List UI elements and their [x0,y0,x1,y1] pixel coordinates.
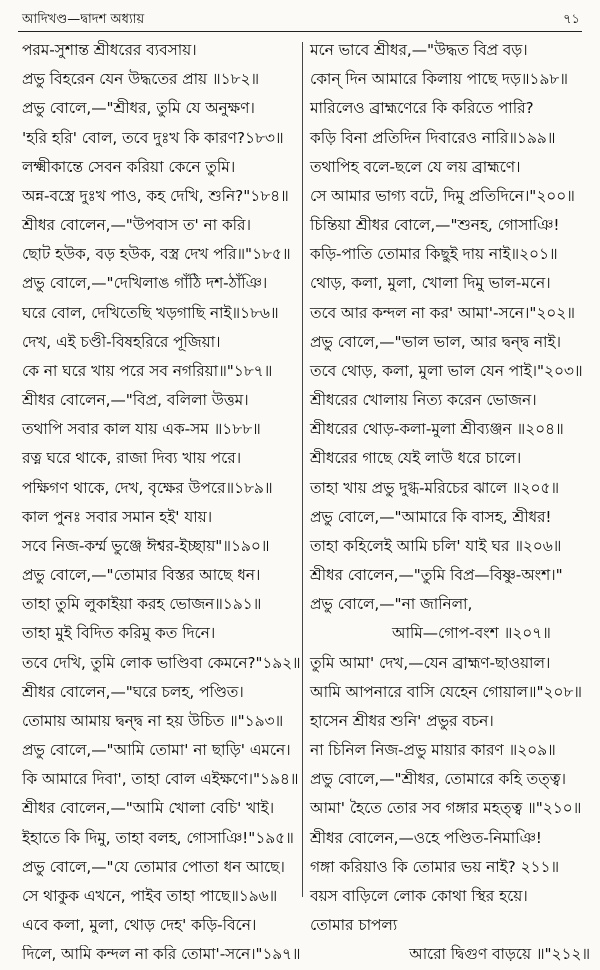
verse-line: তথাপি সবার কাল যায় এক-সম ॥১৮৮॥ [22,420,261,439]
verse-line: শ্রীধর বোলেন,—"তুমি বিপ্র—বিষ্ণু-অংশ।" [310,566,563,585]
verse-line: প্রভু বোলে,—"আমি তোমা' না ছাড়ি' এমনে। [22,741,291,760]
verse-line: শ্রীধর বোলেন,—ওহে পণ্ডিত-নিমাঞি! [310,828,542,847]
verse-line: সে আমার ভাগ্য বটে, দিমু প্রতিদিনে।"২০০॥ [310,186,575,205]
left-column [22,36,300,970]
verse-line: শ্রীধরের গাছে যেই লাউ ধরে চালে। [310,449,522,468]
verse-line: কে না ঘরে খায় পরে সব নগরিয়া॥"১৮৭॥ [22,361,273,380]
verse-line: শ্রীধরের খোলায় নিত্য করেন ভোজন। [310,391,537,410]
verse-line: প্রভু বোলে,—"দেখিলাঙ গাঁঠি দশ-ঠাঁঞি। [22,274,268,293]
verse-line: কড়ি বিনা প্রতিদিন দিবারেও নারি॥১৯৯॥ [310,128,556,147]
verse-line: তাহা খায় প্রভু দুগ্ধ-মরিচের ঝালে ॥২০৫॥ [310,478,559,497]
verse-line: মনে ভাবে শ্রীধর,—"উদ্ধত বিপ্র বড়। [310,41,528,59]
running-head: আদিখণ্ড—দ্বাদশ অধ্যায় [22,12,145,27]
verse-line: শ্রীধর বোলেন,—"উপবাস ত' না করি। [22,216,251,235]
verse-line: পরম-সুশান্ত শ্রীধরের ব্যবসায়। [22,41,197,59]
verse-line: পক্ষিগণ থাকে, দেখ, বৃক্ষের উপরে॥১৮৯॥ [22,478,273,497]
verse-line: শ্রীধর বোলেন,—"ঘরে চলহ, পণ্ডিত। [22,682,244,701]
verse-line: কড়ি-পাতি তোমার কিছুই দায় নাই॥২০১॥ [310,245,558,264]
verse-line: তবে আর কন্দল না কর' আমা'-সনে।"২০২॥ [310,303,575,322]
verse-line: আমা' হৈতে তোর সব গঙ্গার মহত্ত্ব ॥"২১০॥ [310,799,582,818]
verse-line: রত্ন ঘরে থাকে, রাজা দিব্য খায় পরে। [22,449,242,468]
verse-line: না চিনিল নিজ-প্রভু মায়ার কারণ ॥২০৯॥ [310,741,556,760]
verse-line: আমি আপনারে বাসি যেহেন গোয়াল॥"২০৮॥ [310,682,582,701]
verse-line: মারিলেও ব্রাহ্মণেরে কি করিতে পারি? [310,99,534,118]
verse-line: আমি—গোপ-বংশ ॥২০৭॥ [392,624,551,643]
verse-line: সবে নিজ-কর্ম্ম ভুঞ্জে ঈশ্বর-ইচ্ছায়"॥১৯০॥ [22,536,270,555]
verse-line: কাল পুনঃ সবার সমান হই' যায়। [22,507,213,526]
verse-line: শ্রীধরের থোড়-কলা-মুলা শ্রীব্যঞ্জন ॥২০৪॥ [310,420,564,439]
verse-line: তবে থোড়, কলা, মুলা ভাল যেন পাই।"২০৩॥ [310,361,583,380]
verse-line: প্রভু বোলে,—"শ্রীধর, তুমি যে অনুক্ষণ। [22,99,255,118]
verse-line: প্রভু বোলে,—"শ্রীধর, তোমারে কহি তত্ত্ব। [310,770,566,789]
verse-line: তুমি আমা' দেখ,—যেন ব্রাহ্মণ-ছাওয়াল। [310,653,551,672]
right-column [310,36,590,970]
verse-line: কোন্ দিন আমারে কিলায় পাছে দড়॥১৯৮॥ [310,70,568,89]
verse-line: তাহা কহিলেই আমি চলি' যাই ঘর ॥২০৬॥ [310,536,562,555]
column-divider [302,42,303,897]
verse-line: ইহাতে কি দিমু, তাহা বলহ, গোসাঞি!"১৯৫॥ [22,828,294,847]
verse-line: দেখ, এই চণ্ডী-বিষহরিরে পূজিয়া। [22,332,221,351]
page-number: ৭১ [563,12,580,27]
verse-line: চিন্তিয়া শ্রীধর বোলে,—"শুনহ, গোসাঞি! [310,216,560,235]
verse-line: তোমার চাপল্য [310,916,398,935]
verse-line: তাহা মুই বিদিত করিমু কত দিনে। [22,624,216,643]
verse-line: আরো দ্বিগুণ বাড়য়ে ॥"২১২॥ [409,945,590,964]
verse-line: ঘরে বোল, দেখিতেছি খড়গাছি নাই॥১৮৬॥ [22,303,279,322]
verse-line: ছোট হউক, বড় হউক, বস্ত্র দেখ পরি॥"১৮৫॥ [22,245,291,264]
verse-line: এবে কলা, মুলা, থোড় দেহ' কড়ি-বিনে। [22,916,257,935]
verse-line: গঙ্গা করিয়াও কি তোমার ভয় নাই? ২১১॥ [310,857,560,876]
verse-line: শ্রীধর বোলেন,—"আমি খোলা বেচি' খাই। [22,799,275,818]
verse-line: তাহা তুমি লুকাইয়া করহ ভোজন॥১৯১॥ [22,595,262,614]
verse-line: থোড়, কলা, মুলা, খোলা দিমু ভাল-মনে। [310,274,551,293]
verse-line: 'হরি হরি' বোল, তবে দুঃখ কি কারণ?১৮৩॥ [22,128,284,147]
verse-line: কি আমারে দিবা', তাহা বোল এইক্ষণে।"১৯৪॥ [22,770,299,789]
verse-line: সে থাকুক এখনে, পাইব তাহা পাছে॥১৯৬॥ [22,886,278,905]
verse-line: দিলে, আমি কন্দল না করি তোমা'-সনে।"১৯৭॥ [22,945,301,964]
verse-line: প্রভু বোলে,—"না জানিলা, [310,595,473,614]
verse-line: প্রভু বিহরেন যেন উদ্ধতের প্রায় ॥১৮২॥ [22,70,260,89]
verse-line: বয়স বাড়িলে লোক কোথা স্থির হয়ে। [310,886,528,905]
verse-line: অন্ন-বস্ত্রে দুঃখ পাও, কহ দেখি, শুনি?"১৮৪॥ [22,186,289,205]
verse-line: শ্রীধর বোলেন,—"বিপ্র, বলিলা উত্তম। [22,391,249,410]
verse-line: লক্ষ্মীকান্তে সেবন করিয়া কেনে তুমি। [22,157,236,176]
page-header [22,8,580,30]
verse-line: তথাপিহ বলে-ছলে যে লয় ব্রাহ্মণে। [310,157,521,176]
verse-line: প্রভু বোলে,—"আমারে কি বাসহ, শ্রীধর! [310,507,552,526]
header-rule [18,31,582,32]
verse-line: প্রভু বোলে,—"তোমার বিস্তর আছে ধন। [22,566,261,585]
verse-line: প্রভু বোলে,—"যে তোমার পোতা ধন আছে। [22,857,285,876]
verse-line: হাসেন শ্রীধর শুনি' প্রভুর বচন। [310,711,494,730]
verse-line: প্রভু বোলে,—"ভাল ভাল, আর দ্বন্দ্ব নাই। [310,332,561,351]
verse-line: তোমায় আমায় দ্বন্দ্ব না হয় উচিত ॥"১৯৩॥ [22,711,284,730]
verse-line: তবে দেখি, তুমি লোক ভাণ্ডিবা কেমনে?"১৯২॥ [22,653,301,672]
